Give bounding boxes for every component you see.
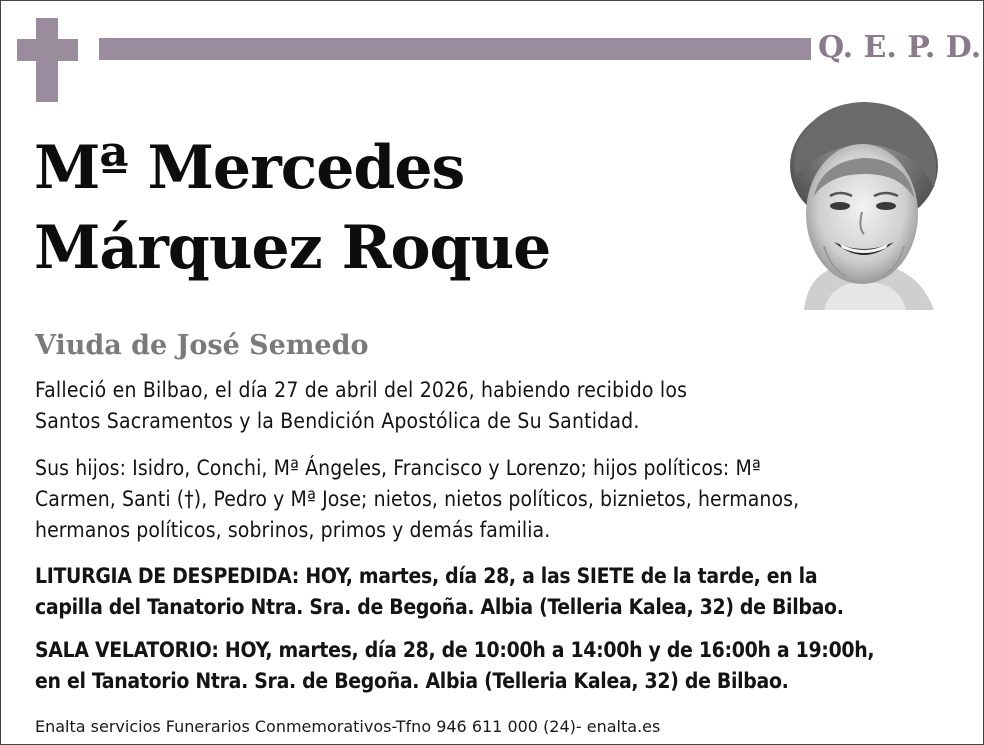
widow-subtitle: Viuda de José Semedo [35, 330, 369, 361]
passing-line: Santos Sacramentos y la Bendición Apostólica de Su Santidad. [35, 409, 640, 433]
header-rule [99, 38, 811, 60]
family-line: hermanos políticos, sobrinos, primos y demás familia. [35, 518, 551, 542]
passing-line: Falleció en Bilbao, el día 27 de abril del 2026, habiendo recibido los [35, 378, 688, 402]
cross-horizontal-bar [17, 39, 78, 61]
qepd-label: Q. E. P. D. [818, 30, 982, 65]
liturgy-paragraph [35, 561, 955, 623]
family-line: Sus hijos: Isidro, Conchi, Mª Ángeles, Francisco y Lorenzo; hijos políticos: Mª [35, 456, 761, 480]
wake-line: en el Tanatorio Ntra. Sra. de Begoña. Albia (Telleria Kalea, 32) de Bilbao. [35, 669, 789, 693]
portrait-photo [774, 96, 950, 310]
wake-line: SALA VELATORIO: HOY, martes, día 28, de 10:00h a 14:00h y de 16:00h a 19:00h, [35, 638, 875, 662]
family-paragraph [35, 453, 955, 546]
deceased-name [34, 128, 550, 288]
wake-paragraph [35, 635, 955, 697]
name-line-1: Mª Mercedes [34, 133, 465, 203]
passing-paragraph [35, 375, 955, 437]
family-line: Carmen, Santi (†), Pedro y Mª Jose; nietos, nietos políticos, biznietos, hermanos, [35, 487, 800, 511]
funeral-home-footer: Enalta servicios Funerarios Conmemorativos-Tfno 946 611 000 (24)- enalta.es [35, 717, 661, 736]
name-line-2: Márquez Roque [34, 213, 551, 283]
liturgy-line: capilla del Tanatorio Ntra. Sra. de Begoña. Albia (Telleria Kalea, 32) de Bilbao. [35, 595, 844, 619]
liturgy-line: LITURGIA DE DESPEDIDA: HOY, martes, día 28, a las SIETE de la tarde, en la [35, 564, 818, 588]
